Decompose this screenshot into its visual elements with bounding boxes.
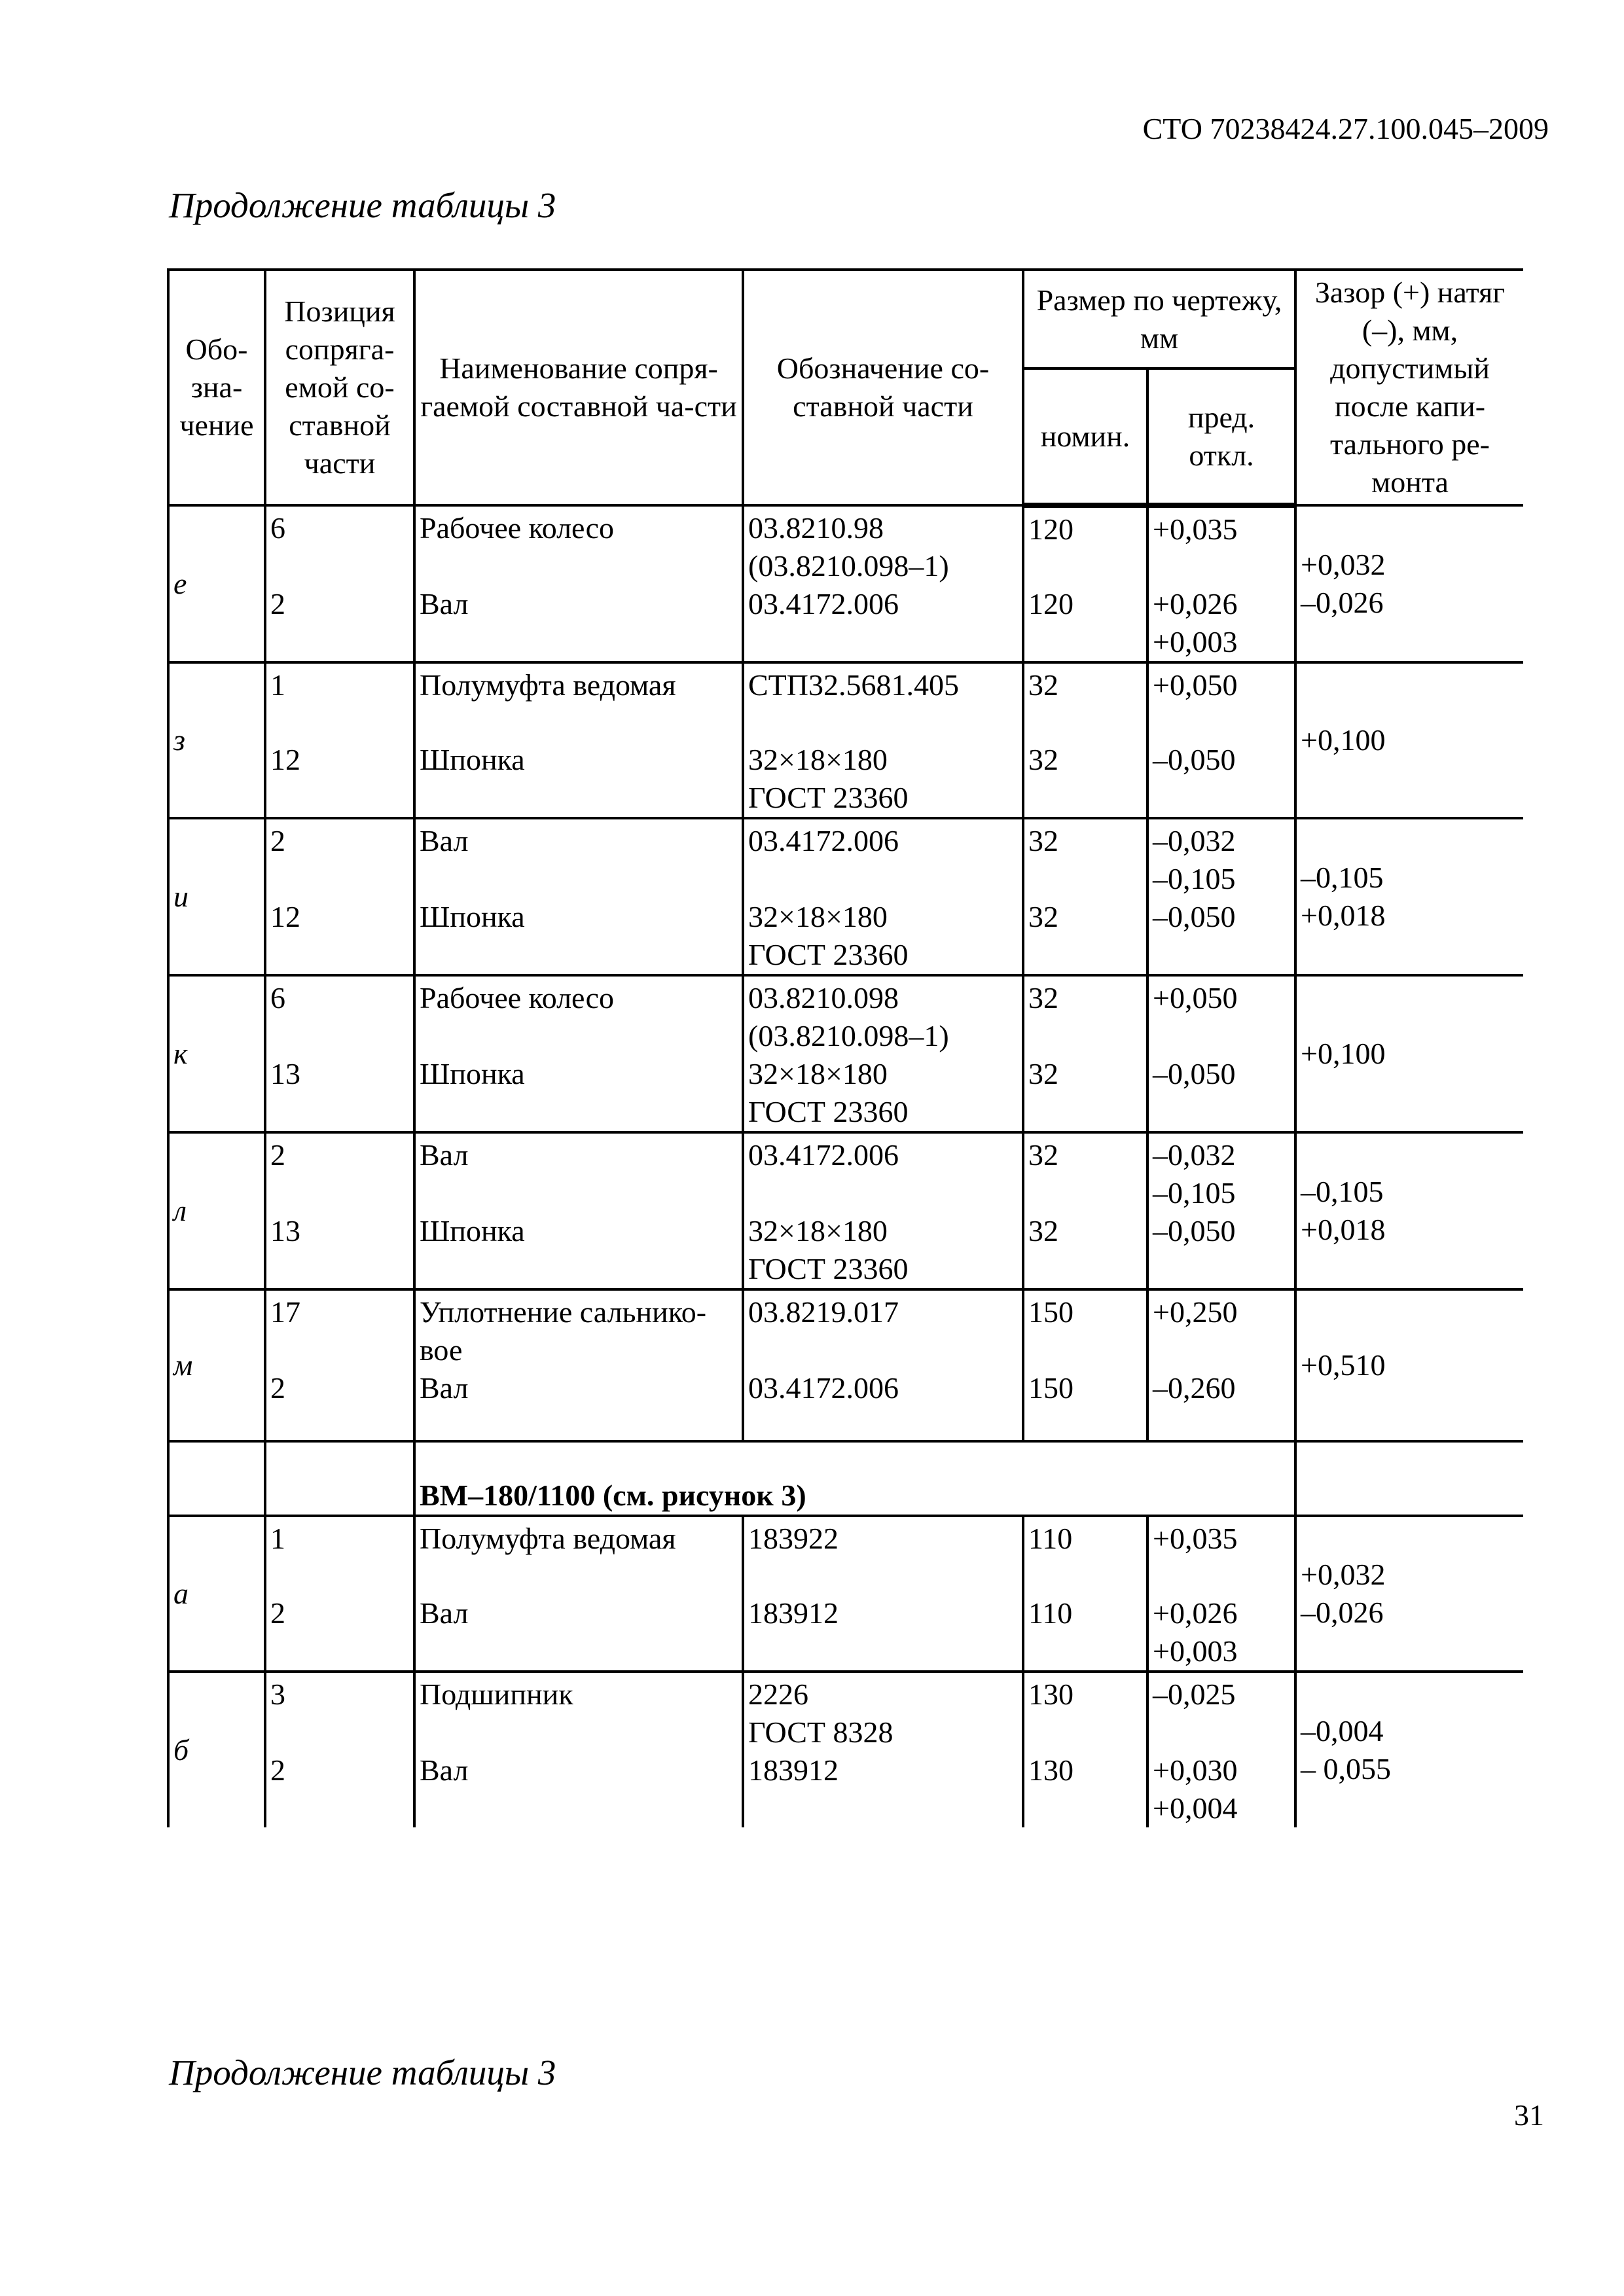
deviation-cell <box>1147 1289 1295 1369</box>
position-cell: 17 <box>265 1289 414 1369</box>
position-cell: 2 <box>265 818 414 898</box>
deviation-cell <box>1147 975 1295 1055</box>
col-designation: Обо-зна-чение <box>168 270 265 505</box>
cell-line: +0,003 <box>1153 625 1238 658</box>
nominal-cell: 110 <box>1023 1516 1147 1594</box>
cell-line: Шпонка <box>420 1214 525 1247</box>
cell-line: 183912 <box>748 1753 839 1787</box>
cell-line: Шпонка <box>420 743 525 776</box>
nominal-cell: 110 <box>1023 1594 1147 1672</box>
part-code-cell <box>743 1516 1023 1594</box>
position-cell: 3 <box>265 1672 414 1751</box>
page-number: 31 <box>1514 2098 1544 2132</box>
cell-line: ГОСТ 23360 <box>748 781 909 814</box>
cell-line: 32×18×180 <box>748 900 888 933</box>
cell-line: +0,035 <box>1153 512 1238 546</box>
nominal-cell: 130 <box>1023 1672 1147 1751</box>
cell-line: 03.4172.006 <box>748 1138 899 1172</box>
name-cell <box>414 1055 743 1132</box>
part-code-cell <box>743 1369 1023 1441</box>
cell-line: +0,018 <box>1301 899 1386 932</box>
part-code-cell <box>743 975 1023 1055</box>
table-row <box>168 1289 1523 1369</box>
cell-line: –0,105 <box>1153 862 1236 895</box>
deviation-cell <box>1147 1516 1295 1594</box>
cell-line: 183922 <box>748 1522 839 1555</box>
nominal-cell: 32 <box>1023 818 1147 898</box>
cell-line: +0,050 <box>1153 668 1238 702</box>
cell-line: +0,032 <box>1301 1558 1386 1591</box>
nominal-cell: 120 <box>1023 585 1147 662</box>
name-cell <box>414 975 743 1055</box>
document-code: СТО 70238424.27.100.045–2009 <box>1142 112 1549 145</box>
table-row <box>168 1672 1523 1751</box>
position-cell: 2 <box>265 1751 414 1827</box>
cell-line: +0,100 <box>1301 723 1386 757</box>
cell-line: +0,050 <box>1153 981 1238 1014</box>
table-row <box>168 975 1523 1055</box>
part-code-cell <box>743 1132 1023 1212</box>
cell-line: Полумуфта ведомая <box>420 668 676 702</box>
cell-line: ГОСТ 23360 <box>748 938 909 971</box>
part-code-cell <box>743 898 1023 975</box>
deviation-cell <box>1147 1751 1295 1827</box>
position-cell: 6 <box>265 505 414 585</box>
clearance-cell <box>1295 505 1523 662</box>
cell-line: ГОСТ 23360 <box>748 1252 909 1285</box>
clearance-cell <box>1295 818 1523 975</box>
cell-line: +0,003 <box>1153 1634 1238 1668</box>
nominal-cell: 32 <box>1023 975 1147 1055</box>
cell-line: Вал <box>420 1596 469 1630</box>
cell-line: 183912 <box>748 1596 839 1630</box>
cell-line: Рабочее колесо <box>420 511 615 545</box>
cell-line: 32×18×180 <box>748 1057 888 1090</box>
part-code-cell <box>743 1055 1023 1132</box>
deviation-cell <box>1147 1369 1295 1441</box>
deviation-cell <box>1147 505 1295 585</box>
designation-cell: к <box>168 975 265 1132</box>
cell-line: –0,004 <box>1301 1714 1384 1748</box>
nominal-cell: 32 <box>1023 1132 1147 1212</box>
nominal-cell: 32 <box>1023 1212 1147 1289</box>
cell-line: +0,030 <box>1153 1753 1238 1787</box>
table-row <box>168 1132 1523 1212</box>
cell-line: – 0,055 <box>1301 1752 1391 1785</box>
name-cell <box>414 818 743 898</box>
col-position: Позиция сопряга-емой со-ставной части <box>265 270 414 505</box>
designation-cell: л <box>168 1132 265 1289</box>
cell-line: 03.4172.006 <box>748 1371 899 1405</box>
cell-line: +0,026 <box>1153 1596 1238 1630</box>
deviation-cell <box>1147 741 1295 818</box>
cell-line: Вал <box>420 824 469 857</box>
nominal-cell: 120 <box>1023 505 1147 585</box>
position-cell: 1 <box>265 1516 414 1594</box>
position-cell: 2 <box>265 1594 414 1672</box>
position-cell: 2 <box>265 1132 414 1212</box>
table-caption: Продолжение таблицы 3 <box>169 185 556 225</box>
cell-line: +0,026 <box>1153 587 1238 620</box>
cell-line: –0,050 <box>1153 900 1236 933</box>
empty-cell <box>168 1441 265 1516</box>
part-code-cell <box>743 741 1023 818</box>
cell-line: (03.8210.098–1) <box>748 549 949 583</box>
col-deviation: пред. откл. <box>1147 368 1295 505</box>
deviation-cell <box>1147 898 1295 975</box>
cell-line: 32×18×180 <box>748 1214 888 1247</box>
deviation-cell <box>1147 1212 1295 1289</box>
part-code-cell <box>743 818 1023 898</box>
col-name: Наименование сопря-гаемой составной ча-сти <box>414 270 743 505</box>
col-clearance: Зазор (+) натяг (–), мм, допустимый после капи-тального ре-монта <box>1295 270 1523 505</box>
part-code-cell <box>743 1289 1023 1369</box>
fit-table <box>167 268 1523 1827</box>
cell-line: 03.4172.006 <box>748 587 899 620</box>
table-row <box>168 1516 1523 1594</box>
cell-line: Рабочее колесо <box>420 981 615 1014</box>
cell-line: –0,032 <box>1153 1138 1236 1172</box>
designation-cell: е <box>168 505 265 662</box>
position-cell: 1 <box>265 662 414 741</box>
cell-line: ГОСТ 8328 <box>748 1715 893 1749</box>
deviation-cell <box>1147 585 1295 662</box>
cell-line: +0,004 <box>1153 1791 1238 1825</box>
part-code-cell <box>743 662 1023 741</box>
section-title: ВМ–180/1100 (см. рисунок 3) <box>414 1441 1295 1516</box>
name-cell <box>414 1369 743 1441</box>
cell-line: 2226 <box>748 1677 808 1711</box>
deviation-cell <box>1147 1672 1295 1751</box>
table-row <box>168 818 1523 898</box>
cell-line: вое <box>420 1333 463 1367</box>
table-body <box>168 505 1523 1827</box>
nominal-cell: 150 <box>1023 1289 1147 1369</box>
part-code-cell <box>743 1212 1023 1289</box>
name-cell <box>414 505 743 585</box>
deviation-cell <box>1147 1132 1295 1212</box>
deviation-cell <box>1147 1594 1295 1672</box>
nominal-cell: 32 <box>1023 662 1147 741</box>
cell-line: СТП32.5681.405 <box>748 668 959 702</box>
cell-line: +0,035 <box>1153 1522 1238 1555</box>
cell-line: –0,025 <box>1153 1677 1236 1711</box>
nominal-cell: 150 <box>1023 1369 1147 1441</box>
nominal-cell: 32 <box>1023 898 1147 975</box>
cell-line: –0,026 <box>1301 586 1384 619</box>
col-part-code: Обозначение со-ставной части <box>743 270 1023 505</box>
cell-line: –0,105 <box>1301 1175 1384 1208</box>
cell-line: 32×18×180 <box>748 743 888 776</box>
position-cell: 12 <box>265 898 414 975</box>
cell-line: Подшипник <box>420 1677 573 1711</box>
cell-line: +0,100 <box>1301 1037 1386 1070</box>
part-code-cell <box>743 1594 1023 1672</box>
name-cell <box>414 741 743 818</box>
position-cell: 6 <box>265 975 414 1055</box>
clearance-cell <box>1295 1132 1523 1289</box>
cell-line: –0,026 <box>1301 1596 1384 1629</box>
designation-cell: б <box>168 1672 265 1827</box>
cell-line: 03.8210.098 <box>748 981 899 1014</box>
section-row <box>168 1441 1523 1516</box>
designation-cell: а <box>168 1516 265 1672</box>
cell-line: –0,105 <box>1301 861 1384 894</box>
position-cell: 13 <box>265 1055 414 1132</box>
name-cell <box>414 1132 743 1212</box>
empty-cell <box>265 1441 414 1516</box>
position-cell: 2 <box>265 1369 414 1441</box>
name-cell <box>414 662 743 741</box>
clearance-cell <box>1295 662 1523 818</box>
cell-line: –0,050 <box>1153 743 1236 776</box>
position-cell: 2 <box>265 585 414 662</box>
name-cell <box>414 1751 743 1827</box>
cell-line: –0,105 <box>1153 1176 1236 1210</box>
deviation-cell <box>1147 1055 1295 1132</box>
position-cell: 12 <box>265 741 414 818</box>
name-cell <box>414 1516 743 1594</box>
cell-line: Шпонка <box>420 1057 525 1090</box>
clearance-cell <box>1295 1672 1523 1827</box>
part-code-cell <box>743 505 1023 585</box>
clearance-cell <box>1295 975 1523 1132</box>
cell-line: Уплотнение сальнико- <box>420 1295 707 1329</box>
table-caption-bottom: Продолжение таблицы 3 <box>169 2053 556 2092</box>
cell-line: –0,050 <box>1153 1057 1236 1090</box>
designation-cell: м <box>168 1289 265 1441</box>
designation-cell: з <box>168 662 265 818</box>
cell-line: Полумуфта ведомая <box>420 1522 676 1555</box>
nominal-cell: 32 <box>1023 741 1147 818</box>
name-cell <box>414 585 743 662</box>
cell-line: Вал <box>420 587 469 620</box>
deviation-cell <box>1147 818 1295 898</box>
cell-line: +0,032 <box>1301 548 1386 581</box>
cell-line: –0,032 <box>1153 824 1236 857</box>
nominal-cell: 130 <box>1023 1751 1147 1827</box>
clearance-cell <box>1295 1516 1523 1672</box>
col-nominal: номин. <box>1023 368 1147 505</box>
name-cell <box>414 1672 743 1751</box>
cell-line: Вал <box>420 1138 469 1172</box>
empty-cell <box>1295 1441 1523 1516</box>
cell-line: Вал <box>420 1371 469 1405</box>
table-row <box>168 505 1523 585</box>
part-code-cell <box>743 1751 1023 1827</box>
cell-line: +0,018 <box>1301 1213 1386 1246</box>
cell-line: 03.8219.017 <box>748 1295 899 1329</box>
cell-line: 03.4172.006 <box>748 824 899 857</box>
name-cell <box>414 1594 743 1672</box>
cell-line: –0,260 <box>1153 1371 1236 1405</box>
clearance-cell <box>1295 1289 1523 1441</box>
nominal-cell: 32 <box>1023 1055 1147 1132</box>
position-cell: 13 <box>265 1212 414 1289</box>
cell-line: (03.8210.098–1) <box>748 1019 949 1052</box>
col-size-group: Размер по чертежу, мм <box>1023 270 1295 368</box>
designation-cell: и <box>168 818 265 975</box>
cell-line: –0,050 <box>1153 1214 1236 1247</box>
cell-line: ГОСТ 23360 <box>748 1095 909 1128</box>
name-cell <box>414 898 743 975</box>
part-code-cell <box>743 585 1023 662</box>
deviation-cell <box>1147 662 1295 741</box>
cell-line: Шпонка <box>420 900 525 933</box>
cell-line: 03.8210.98 <box>748 511 884 545</box>
cell-line: +0,510 <box>1301 1348 1386 1382</box>
table-row <box>168 662 1523 741</box>
table-container <box>167 268 1523 1973</box>
name-cell <box>414 1212 743 1289</box>
cell-line: Вал <box>420 1753 469 1787</box>
cell-line: +0,250 <box>1153 1295 1238 1329</box>
name-cell <box>414 1289 743 1369</box>
part-code-cell <box>743 1672 1023 1751</box>
